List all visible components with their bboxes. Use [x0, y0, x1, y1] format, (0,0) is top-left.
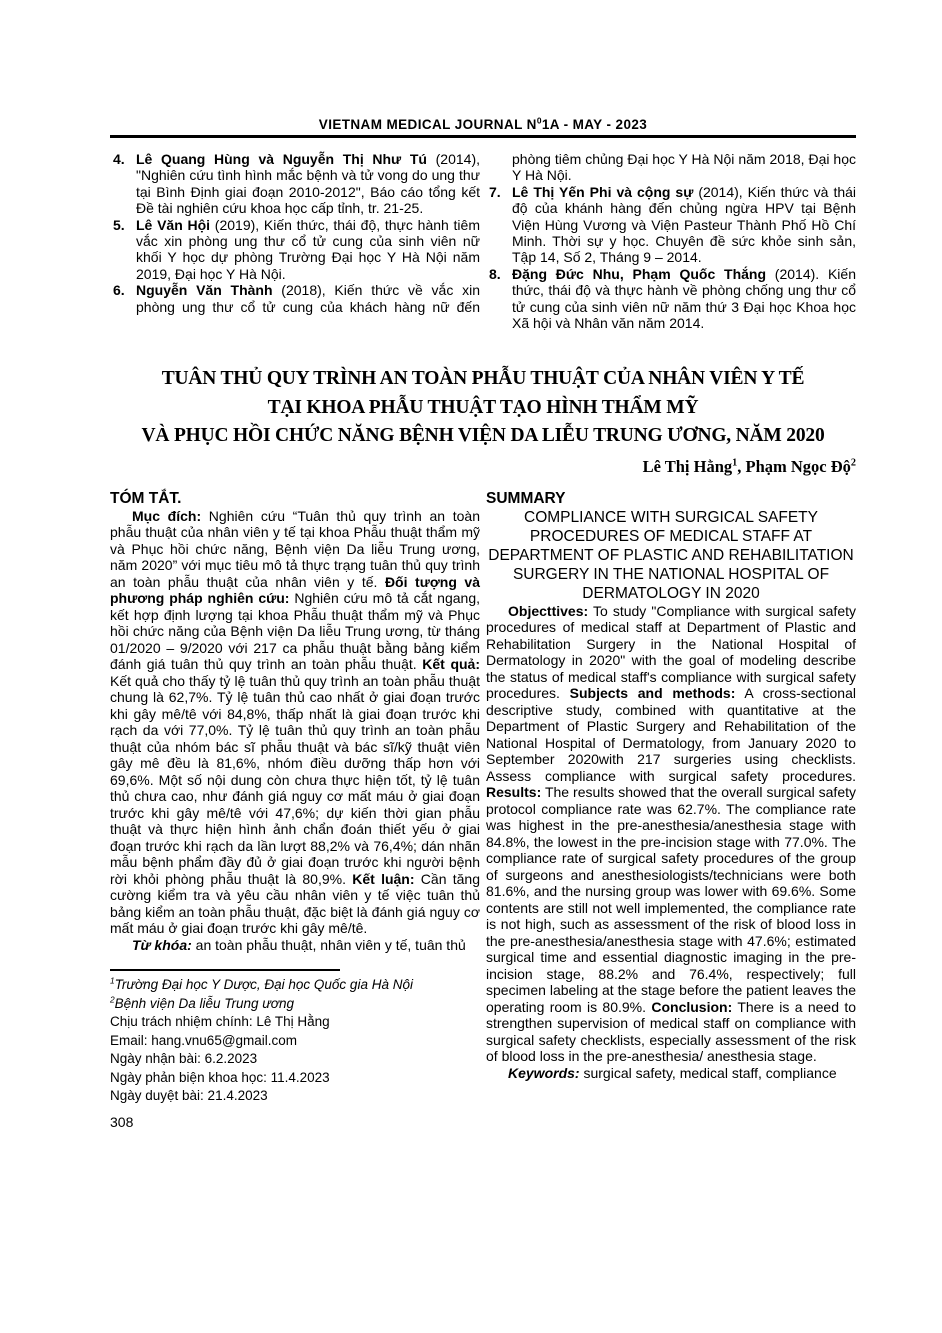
- summary-paragraph: [486, 603, 856, 1065]
- objective-text: Nghiên cứu “Tuân thủ quy trình an toàn phẫu thuật của nhân viên y tế tại khoa Phẫu thuật thẩm mỹ và Phục hồi chức năng, Bệnh viện Da liễu Trung ương, năm 2020” với mục tiêu mô tả thực trạng tuân thủ quy trình an toàn phẫu thuật của nhân viên y tế.: [110, 507, 480, 590]
- ref-authors: Nguyễn Văn Thành: [136, 282, 273, 299]
- affiliation-1-text: Trường Đại học Y Dược, Đại học Quốc gia Hà Nội: [114, 977, 413, 993]
- header-rule: [110, 135, 856, 138]
- reference-item: [486, 184, 856, 266]
- author-separator: ,: [737, 456, 746, 476]
- footnote-received-date: Ngày nhận bài: 6.2.2023: [110, 1051, 258, 1067]
- ref-number: 8.: [489, 265, 501, 282]
- summary-conclusion-text: There is a need to strengthen supervision of medical staff on compliance with surgical safety checklists, especially assessment of the risk of blood loss in the pre-anesthesia/ anesthesia stage.: [486, 998, 857, 1065]
- ref-number: 4.: [113, 151, 125, 167]
- affiliation-2-text: Bệnh viện Da liễu Trung ương: [114, 995, 294, 1011]
- ref-text: (2018), Kiến thức về vắc xin phòng ung thư cổ tử cung của khách hàng nữ đến phòng tiêm chủng Đại học Y Hà Nội năm 2018, Đại học Y Hà Nội.: [136, 151, 856, 315]
- footnote-email: Email: hang.vnu65@gmail.com: [110, 1032, 298, 1048]
- reference-item: [110, 151, 480, 217]
- affiliation-2-superscript: 2: [110, 994, 115, 1005]
- author-name-2: Phạm Ngọc Độ: [745, 456, 851, 476]
- ref-text: (2014), Kiến thức và thái độ của khánh hàng đến chủng ngừa HPV tại Bệnh Viện Hùng Vương và Viện Pasteur Thành Phố Hồ Chí Minh. Thời sự y học. Chuyên đề sức khỏe sinh sản, Tập 14, Số 2, Tháng 9 – 2014.: [512, 183, 857, 266]
- abstract-paragraph: [110, 508, 480, 937]
- summary-results-label: Results:: [486, 784, 542, 801]
- two-column-body: [110, 489, 856, 1131]
- ref-authors: Lê Thị Yến Phi và cộng sự: [512, 183, 694, 200]
- article-title-line-3: VÀ PHỤC HỒI CHỨC NĂNG BỆNH VIỆN DA LIỄU TRUNG ƯƠNG, NĂM 2020: [141, 425, 825, 447]
- journal-name: VIETNAM MEDICAL JOURNAL N: [318, 117, 537, 132]
- footnote-block: [110, 976, 480, 1105]
- ref-text: (2014), "Nghiên cứu tình hình mắc bệnh và tử vong do ung thư tại Bình Định giai đoạn 2010-2012", Báo cáo tổng kết Đề tài nghiên cứu khoa học cấp tỉnh, tr. 21-25.: [136, 151, 481, 217]
- summary-keywords-text: surgical safety, medical staff, compliance: [579, 1064, 837, 1081]
- abstract-column: [110, 489, 480, 1131]
- objective-label: Mục đích:: [132, 507, 202, 524]
- page-number: 308: [110, 1114, 134, 1131]
- keywords-text: an toàn phẫu thuật, nhân viên y tế, tuân thủ: [191, 936, 466, 953]
- footnote-reviewed-date: Ngày phản biện khoa học: 11.4.2023: [110, 1069, 330, 1085]
- authors-line: [110, 457, 856, 477]
- footnote-accepted-date: Ngày duyệt bài: 21.4.2023: [110, 1087, 268, 1103]
- keywords-paragraph: [110, 937, 480, 954]
- summary-subtitle: COMPLIANCE WITH SURGICAL SAFETY PROCEDURES OF MEDICAL STAFF AT DEPARTMENT OF PLASTIC AND REHABILITATION SURGERY IN THE NATIONAL HOSPITAL OF DERMATOLOGY IN 2020: [488, 508, 854, 602]
- author-2-affiliation-superscript: 2: [850, 457, 856, 469]
- footnote-affiliation-2: [110, 995, 480, 1013]
- results-label: Kết quả:: [422, 656, 481, 673]
- reference-item: [486, 266, 856, 332]
- ref-authors: Đặng Đức Nhu, Phạm Quốc Thắng: [512, 265, 767, 282]
- ref-text: (2019), Kiến thức, thái độ, thực hành tiêm vắc xin phòng ung thư cổ tử cung của sinh viên nữ khối Y học dự phòng Trường Đại học Y Hà Nội năm 2019, Đại học Y Hà Nội.: [136, 216, 480, 282]
- reference-item: [110, 217, 480, 283]
- ref-number: 6.: [113, 282, 125, 299]
- article-title-line-2: TẠI KHOA PHẪU THUẬT TẠO HÌNH THẨM MỸ: [267, 396, 699, 418]
- abstract-heading: TÓM TẮT.: [110, 489, 182, 507]
- summary-objectives-text: To study "Compliance with surgical safety procedures of medical staff at Department of Plastic and Rehabilitation Surgery in the National Hospital of Dermatology in 2020" with the goal of modeling describe the status of medical staff's compliance with surgical safety procedures.: [486, 602, 856, 702]
- author-name-1: Lê Thị Hằng: [642, 456, 733, 476]
- author-1-affiliation-superscript: 1: [732, 457, 738, 469]
- methods-text: Nghiên cứu mô tả cắt ngang, kết hợp định lượng tại khoa Phẫu thuật thẩm mỹ và Phục hồi chức năng của Bệnh viện Da liễu Trung ương, từ tháng 01/2020 – 9/2020 với 217 ca phẫu thuật bằng bảng kiểm đánh giá tuân thủ quy trình an toàn phẫu thuật.: [110, 590, 481, 673]
- journal-header: [110, 117, 856, 132]
- ref-number: 5.: [113, 216, 125, 233]
- journal-issue-superscript: 0: [536, 115, 542, 126]
- summary-subjects-text: A cross-sectional descriptive study, combined with quantitative at the Department of Plastic Surgery and Rehabilitation of the National Hospital of Dermatology, from January 2020 to September 2020with 217 surgeries using checklists. Assess compliance with surgical safety procedures.: [486, 685, 856, 784]
- summary-keywords-label: Keywords:: [508, 1064, 580, 1081]
- journal-issue: 1A - MAY - 2023: [541, 117, 648, 132]
- summary-keywords-paragraph: [486, 1065, 856, 1082]
- article-title-line-1: TUÂN THỦ QUY TRÌNH AN TOÀN PHẪU THUẬT CỦA NHÂN VIÊN Y TẾ: [161, 368, 805, 390]
- summary-subjects-label: Subjects and methods:: [569, 685, 736, 702]
- ref-text: (2014). Kiến thức, thái độ và thực hành về phòng chống ung thư cổ tử cung của sinh viên nữ năm thứ 3 Đại học Khoa học Xã hội và Nhân văn năm 2014.: [512, 265, 856, 332]
- footnote-corresponding: Chịu trách nhiệm chính: Lê Thị Hằng: [110, 1014, 330, 1030]
- conclusion-text: Cần tăng cường kiểm tra và yêu cầu nhân viên y tế việc tuân thủ bảng kiểm an toàn phẫu thuật, đặc biệt là đánh giá nguy cơ mất máu ở giai đoạn trước khi gây mê/tê.: [110, 870, 481, 937]
- reference-list: [110, 151, 856, 331]
- keywords-label: Từ khóa:: [132, 936, 192, 953]
- affiliation-1-superscript: 1: [110, 975, 115, 986]
- footnote-affiliation-1: [110, 976, 480, 994]
- article-title: [110, 365, 856, 451]
- summary-column: [486, 489, 856, 1131]
- results-text: Kết quả cho thấy tỷ lệ tuân thủ quy trình an toàn phẫu thuật chung là 62,7%. Tỷ lệ tuân thủ cao nhất ở giai đoạn trước khi gây mê/tê với 84,8%, thấp nhất là giai đoạn trước khi rạch da với 77,0%. Tỷ lệ tuân thủ quy trình an toàn phẫu thuật của nhóm bác sĩ phẫu thuật và bác sĩ/kỹ thuật viên gây mê đều là 81,6%, nhóm điều dưỡng thấp hơn với 69,6%. Một số nội dung còn chưa thực hiện tốt, tỷ lệ tuân thủ chưa cao, như đánh giá nguy cơ mất máu ở giai đoạn trước khi gây mê/tê với 47,6%; dự kiến thời gian phẫu thuật và thực hiện hình ảnh chẩn đoán thiết yếu ở giai đoạn trước khi rạch da lần lượt 88,2% và 76,4%; dán nhãn mẫu bệnh phẩm đầy đủ ở giai đoạn trước khi người bệnh rời khỏi phòng phẫu thuật là 80,9%.: [110, 672, 480, 887]
- summary-heading: SUMMARY: [486, 489, 566, 507]
- summary-conclusion-label: Conclusion:: [651, 998, 733, 1015]
- ref-number: 7.: [489, 183, 501, 200]
- summary-objectives-label: Objecttives:: [508, 602, 589, 619]
- ref-authors: Lê Văn Hội: [136, 216, 211, 233]
- ref-authors: Lê Quang Hùng và Nguyễn Thị Như Tú: [136, 151, 427, 167]
- summary-results-text: The results showed that the overall surgical safety protocol compliance rate was 62.7%. The compliance rate was highest in the pre-anesthesia/anesthesia stage with 84.8%, the lowest in the pre-incision stage with 77.0%. The compliance rate of surgical safety procedures of the group of surgeons and anesthesiologists/technicians were both 81.6%, and the nursing group was lower with 69.6%. Some contents are still not well implemented, the compliance rate is not high, such as assessment of the risk of blood loss in the pre-anesthesia/anesthesia stage with 47.6%; estimated surgical time and essential diagnostic imaging in the pre-incision stage, 88.2% and 76.4%, respectively; full specimen labeling at the stage before the patient leaves the operating room is 80.9%.: [486, 784, 856, 1015]
- footnote-rule: [110, 969, 340, 971]
- conclusion-label: Kết luận:: [352, 870, 415, 887]
- page-content: [110, 0, 856, 1131]
- methods-label: Đối tượng và phương pháp nghiên cứu:: [110, 573, 480, 607]
